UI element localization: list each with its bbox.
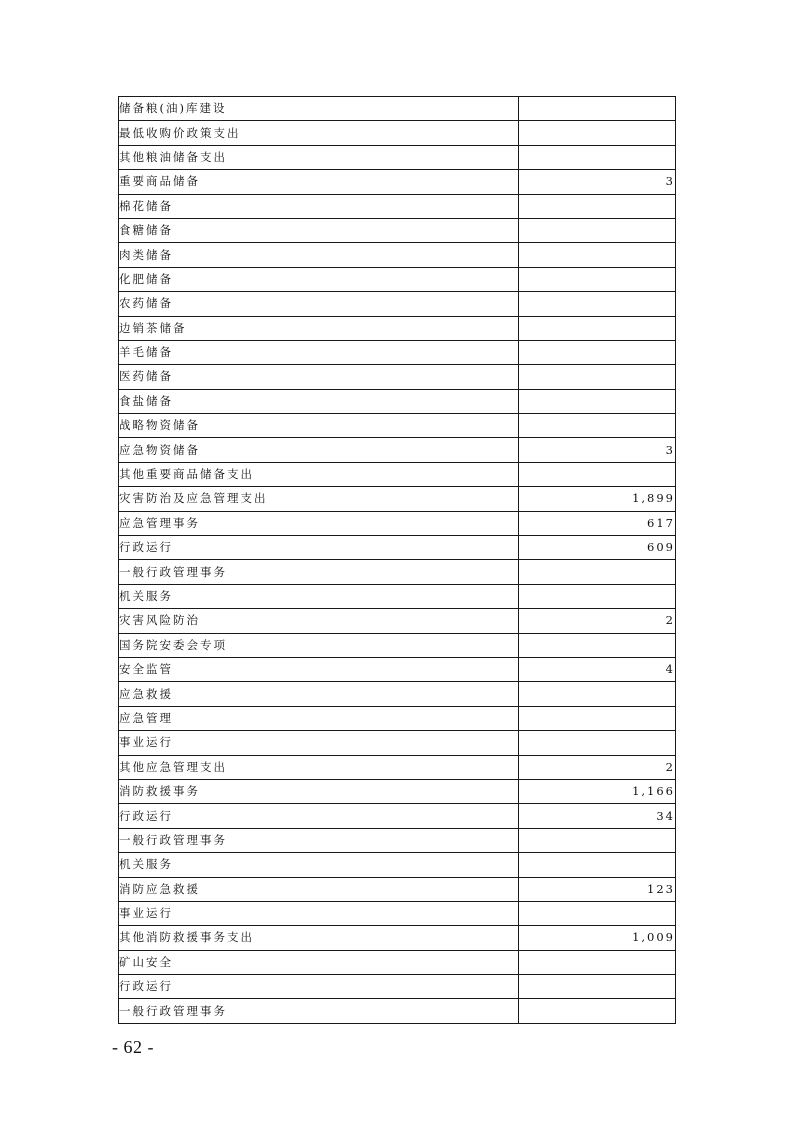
table-row xyxy=(119,609,676,633)
row-item-name: 其他重要商品储备支出 xyxy=(119,462,519,486)
row-item-amount xyxy=(519,267,676,291)
row-item-name: 行政运行 xyxy=(119,975,519,999)
row-item-name: 安全监管 xyxy=(119,657,519,681)
row-item-amount: 3 xyxy=(519,170,676,194)
row-item-amount xyxy=(519,633,676,657)
row-item-name: 消防应急救援 xyxy=(119,877,519,901)
table-row xyxy=(119,97,676,121)
row-item-name: 最低收购价政策支出 xyxy=(119,121,519,145)
row-item-name: 矿山安全 xyxy=(119,950,519,974)
row-item-amount xyxy=(519,292,676,316)
row-item-amount: 2 xyxy=(519,755,676,779)
table-row xyxy=(119,267,676,291)
table-row xyxy=(119,316,676,340)
row-item-amount xyxy=(519,121,676,145)
row-item-amount: 3 xyxy=(519,438,676,462)
row-item-name: 化肥储备 xyxy=(119,267,519,291)
row-item-name: 事业运行 xyxy=(119,901,519,925)
row-item-amount xyxy=(519,975,676,999)
table-row xyxy=(119,536,676,560)
row-item-name: 应急物资储备 xyxy=(119,438,519,462)
table-row xyxy=(119,462,676,486)
table-row xyxy=(119,365,676,389)
table-row xyxy=(119,194,676,218)
table-row xyxy=(119,999,676,1023)
table-row xyxy=(119,389,676,413)
row-item-name: 国务院安委会专项 xyxy=(119,633,519,657)
row-item-amount xyxy=(519,414,676,438)
table-row xyxy=(119,975,676,999)
table-row xyxy=(119,170,676,194)
row-item-amount: 4 xyxy=(519,657,676,681)
table-row xyxy=(119,560,676,584)
row-item-amount xyxy=(519,584,676,608)
row-item-name: 羊毛储备 xyxy=(119,340,519,364)
table-body xyxy=(119,97,676,1024)
row-item-name: 医药储备 xyxy=(119,365,519,389)
row-item-name: 一般行政管理事务 xyxy=(119,999,519,1023)
table-row xyxy=(119,218,676,242)
row-item-name: 战略物资储备 xyxy=(119,414,519,438)
table-row xyxy=(119,853,676,877)
row-item-amount xyxy=(519,706,676,730)
row-item-amount xyxy=(519,853,676,877)
table-row xyxy=(119,828,676,852)
row-item-amount xyxy=(519,365,676,389)
row-item-name: 肉类储备 xyxy=(119,243,519,267)
row-item-name: 边销茶储备 xyxy=(119,316,519,340)
row-item-name: 事业运行 xyxy=(119,731,519,755)
row-item-name: 灾害防治及应急管理支出 xyxy=(119,487,519,511)
row-item-name: 棉花储备 xyxy=(119,194,519,218)
table-row xyxy=(119,657,676,681)
row-item-amount xyxy=(519,218,676,242)
row-item-amount xyxy=(519,340,676,364)
row-item-name: 机关服务 xyxy=(119,584,519,608)
row-item-amount: 34 xyxy=(519,804,676,828)
row-item-amount xyxy=(519,316,676,340)
table-row xyxy=(119,292,676,316)
row-item-name: 行政运行 xyxy=(119,804,519,828)
row-item-name: 消防救援事务 xyxy=(119,779,519,803)
table-row xyxy=(119,487,676,511)
row-item-amount xyxy=(519,560,676,584)
table-row xyxy=(119,633,676,657)
row-item-amount: 123 xyxy=(519,877,676,901)
expenditure-table xyxy=(118,96,676,1024)
table-row xyxy=(119,901,676,925)
table-row xyxy=(119,926,676,950)
table-row xyxy=(119,755,676,779)
row-item-name: 一般行政管理事务 xyxy=(119,560,519,584)
row-item-name: 食糖储备 xyxy=(119,218,519,242)
row-item-amount xyxy=(519,950,676,974)
row-item-name: 其他应急管理支出 xyxy=(119,755,519,779)
page-number: - 62 - xyxy=(112,1037,154,1057)
table-row xyxy=(119,243,676,267)
row-item-amount: 1,166 xyxy=(519,779,676,803)
table-row xyxy=(119,877,676,901)
table-row xyxy=(119,145,676,169)
row-item-amount: 1,899 xyxy=(519,487,676,511)
row-item-amount xyxy=(519,682,676,706)
table-row xyxy=(119,414,676,438)
row-item-amount xyxy=(519,243,676,267)
row-item-name: 行政运行 xyxy=(119,536,519,560)
row-item-name: 应急管理 xyxy=(119,706,519,730)
row-item-amount xyxy=(519,145,676,169)
row-item-name: 储备粮(油)库建设 xyxy=(119,97,519,121)
row-item-amount xyxy=(519,389,676,413)
row-item-name: 应急管理事务 xyxy=(119,511,519,535)
table-row xyxy=(119,779,676,803)
table-row xyxy=(119,121,676,145)
table-row xyxy=(119,511,676,535)
row-item-name: 农药储备 xyxy=(119,292,519,316)
row-item-amount xyxy=(519,462,676,486)
table-row xyxy=(119,731,676,755)
table-row xyxy=(119,706,676,730)
table-row xyxy=(119,804,676,828)
row-item-amount xyxy=(519,828,676,852)
row-item-name: 其他消防救援事务支出 xyxy=(119,926,519,950)
row-item-amount: 609 xyxy=(519,536,676,560)
row-item-name: 应急救援 xyxy=(119,682,519,706)
row-item-name: 机关服务 xyxy=(119,853,519,877)
row-item-name: 重要商品储备 xyxy=(119,170,519,194)
table-row xyxy=(119,340,676,364)
row-item-amount: 1,009 xyxy=(519,926,676,950)
table-row xyxy=(119,438,676,462)
row-item-amount xyxy=(519,731,676,755)
row-item-amount xyxy=(519,194,676,218)
row-item-name: 灾害风险防治 xyxy=(119,609,519,633)
table-row xyxy=(119,682,676,706)
row-item-amount xyxy=(519,97,676,121)
row-item-name: 一般行政管理事务 xyxy=(119,828,519,852)
row-item-amount: 617 xyxy=(519,511,676,535)
row-item-amount xyxy=(519,999,676,1023)
table-row xyxy=(119,950,676,974)
table-row xyxy=(119,584,676,608)
row-item-name: 其他粮油储备支出 xyxy=(119,145,519,169)
row-item-amount xyxy=(519,901,676,925)
row-item-name: 食盐储备 xyxy=(119,389,519,413)
row-item-amount: 2 xyxy=(519,609,676,633)
